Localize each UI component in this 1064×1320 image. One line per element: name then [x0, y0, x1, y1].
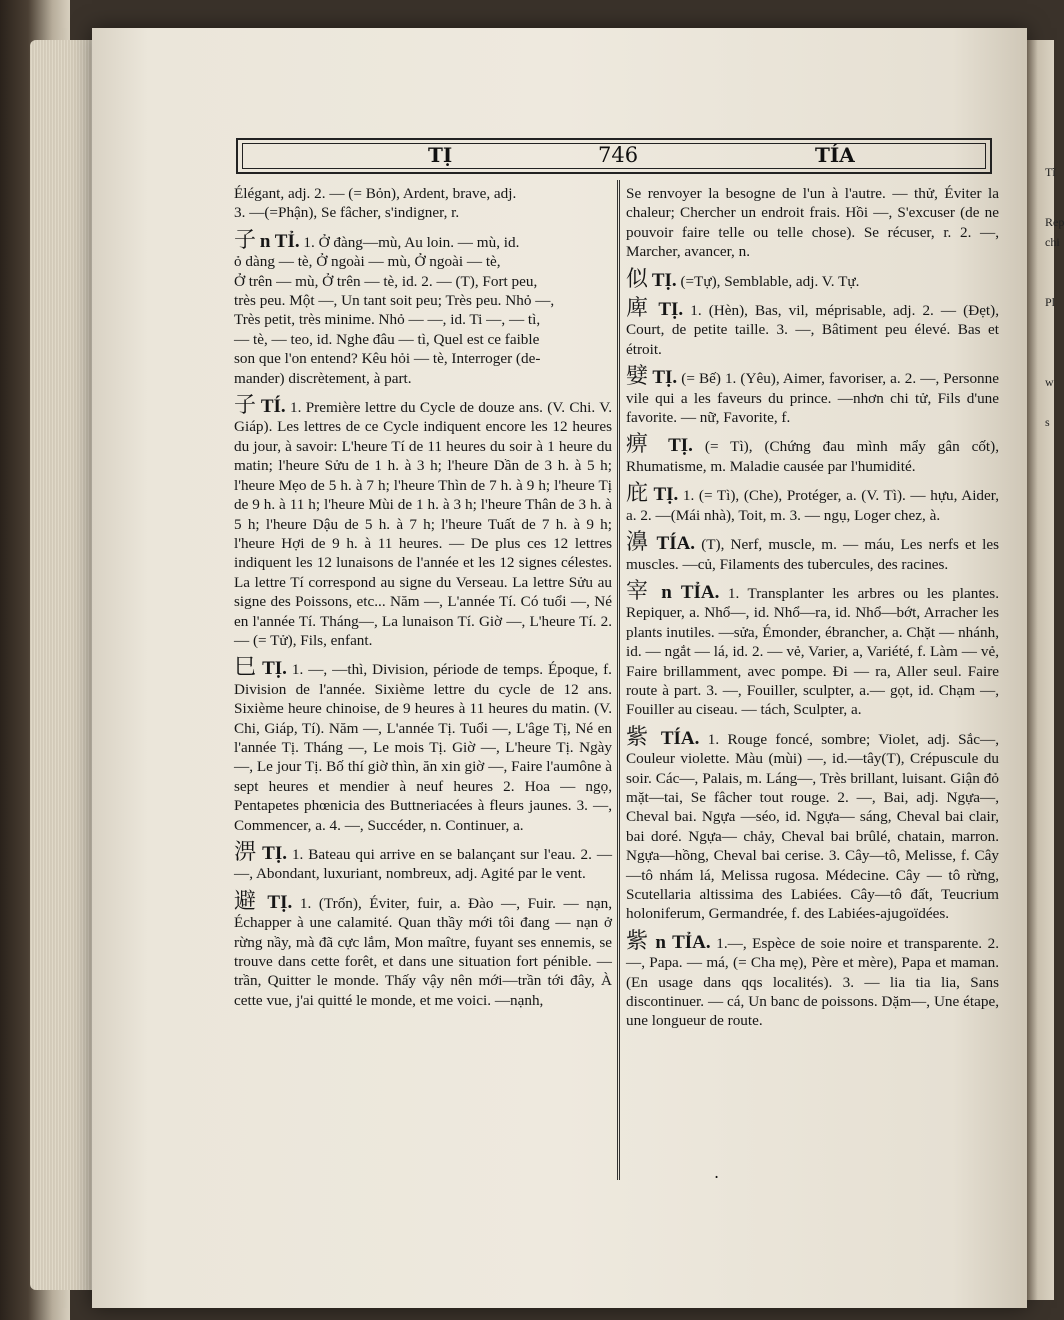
dictionary-entry [234, 888, 613, 1010]
entry-headword: TỊ. [658, 299, 684, 321]
entry-headword: n TỈA. [661, 581, 720, 603]
entry-headword: TỊ. [653, 484, 679, 506]
entry-headword: n TỈA. [655, 931, 711, 953]
entry-character: 淠 [234, 840, 258, 865]
entry-line: très peu. Một —, Un tant soit peu; Très peu. Nhỏ —, [234, 292, 555, 310]
entry-line: Très petit, très minime. Nhỏ — —, id. Ti —, — tì, [234, 311, 541, 329]
entry-character: 子 [234, 227, 257, 253]
left-column [234, 184, 612, 1010]
facing-page-edge [1027, 40, 1064, 1300]
page-number: 746 [598, 143, 639, 167]
dictionary-entry [626, 530, 1000, 574]
dictionary-entry [626, 364, 999, 427]
entry-text: 1. Ở đàng—mù, Au loin. — mù, id. [303, 233, 520, 251]
continuation-text: Se renvoyer la besogne de l'un à l'autre. — thử, Éviter la chaleur; Chercher un endroit frais. Hồi —, S'excuser (de ne pouvoir faire telle ou telle chose). Se récuser, r. 2. —, Marcher, avancer, n. [626, 185, 999, 261]
entry-character: 濞 [626, 530, 651, 556]
entry-text: 1. —, —thì, Division, période de temps. Époque, f. Division de l'année. Sixième lettre du cycle de 12 ans. Sixième heure chinoise, de 9 heures à 11 heures du matin. (V. Chi, Giáp, Tí). Năm —, L'année Tị. Tuổi —, L'âge Tị, Né en l'année Tị. Tháng —, Le mois Tị. Giờ —, L'heure Tị. Ngày —, Le jour Tị. Bố thí giờ thìn, ăn xin giờ —, Faire l'aumône à sept heures et mendier à neuf heures 2. Hoa — ngọ, Pentapetes phœnicia des Buttneriacées à fleurs jaunes. 3. —, Commencer, a. 4. —, Succéder, n. Continuer, a. [234, 661, 612, 834]
entry-line: ỏ dàng — tè, Ở ngoài — mù, Ở ngoài — tè, [234, 253, 501, 271]
entry-line: Ở trên — mù, Ở trên — tè, id. 2. — (T), Fort peu, [234, 272, 538, 290]
entry-character: 子 [234, 393, 257, 419]
entry-line: — tè, — teo, id. Nghe đâu — tì, Quel est ce faible [234, 330, 540, 348]
dictionary-entry [626, 432, 1000, 476]
dictionary-entry [234, 227, 612, 253]
dictionary-entry [626, 296, 1000, 359]
dictionary-entry [626, 578, 1000, 720]
dictionary-entry [234, 393, 613, 650]
entry-character: 巳 [234, 655, 258, 681]
continuation-line: Élégant, adj. 2. — (= Bỏn), Ardent, brave, adj. [234, 185, 517, 202]
end-mark: . [714, 1163, 720, 1182]
entry-text: 1. Rouge foncé, sombre; Violet, adj. Sắc—, Couleur violette. Màu (mùi) —, id.—tây(T), Crépuscule du soir. Các—, Palais, m. Láng—, Très brillant, luisant. Giận đỏ mặt—tai, Se fâcher tout rouge. 2. —, Bai, adj. Ngựa—, Cheval bai. Ngựa —séo, id. Ngựa— sáng, Cheval bai clair, bai doré. Ngựa— chảy, Cheval bai brûlé, chatain, marron. Ngựa—hồng, Cheval bai cerise. 3. Cây—tô, Melisse, f. Cây—tô nhám lá, Melissa rugosa. Médecine. Cây — tô rừng, Scutellaria altissima des Labiées. Cây—tô đất, Teucrium holoniferum, Germandrée, f. des Labiées-ajugoïdées. [626, 730, 999, 923]
entry-character: 痹 [626, 432, 657, 458]
edge-fragment: Pl [1045, 295, 1056, 309]
entry-headword: TÍA. [660, 727, 700, 749]
right-column [626, 184, 999, 1031]
entry-headword: n TỈ. [259, 230, 300, 252]
edge-fragment: Rep [1045, 215, 1064, 229]
column-divider [617, 180, 620, 1180]
edge-fragment: w [1045, 375, 1054, 389]
page-stack [30, 40, 100, 1290]
entry-text: 1. Première lettre du Cycle de douze ans. (V. Chi. V. Giáp). Les lettres de ce Cycle indiquent encore les 12 heures du jour, à savoir: L'heure Tí de 11 heures du soir à 1 heure du matin; l'heure Sửu de 1 h. à 3 h; l'heure Dần de 3 h. à 5 h; l'heure Mẹo de 5 h. à 7 h; l'heure Thìn de 7 h. à 9 h; l'heure Tị de 9 h. à 11 h; l'heure Mùi de 1 h. à 3 h; l'heure Thân de 3 h. à 5 h; l'heure Dậu de 5 h. à 7 h; l'heure Tuất de 7 h. à 9 h; l'heure Hợi de 9 h. à 11 heures. — De plus ces 12 lettres indiquent les 12 lunaisons de l'année et les 12 signes célestes. La lettre Tí correspond au signe du Verseau. La lettre Sửu au signe des Poissons, etc... Năm —, L'année Tí. Có tuổi —, Né en l'année Tí. Tháng—, La lunaison Tí. Giờ —, L'heure Tí. 2. — (= Tử), Fils, enfant. [234, 399, 613, 649]
entry-headword: TÍA. [656, 533, 696, 555]
entry-headword: TỊ. [267, 891, 293, 913]
entry-character: 紫 [626, 928, 650, 954]
header-right-word: TÍA [815, 143, 855, 167]
edge-fragment: chi [1045, 235, 1060, 249]
entry-text: 1. Transplanter les arbres ou les plantes. Repiquer, a. Nhổ—, id. Nhổ—ra, id. Nhổ—bớt, Arracher les plants inutiles. —sửa, Émonder, ébrancher, a. Chặt — nhánh, id. — ngắt — lá, id. 2. — vẻ, Varier, a, Variété, f. Làm — vẻ, Faire brillamment, avec pompe. Đi — ra, Aller seul. Faire route à part. 3. —, Fouiller, sculpter, a.— gọt, id. Chạm —, Fouiller au ciseau. — tách, Sculpter, a. [626, 584, 1000, 719]
entry-character: 庳 [626, 296, 652, 322]
entry-text: (= Tì), (Chứng đau mình mẩy gân cốt), Rhumatisme, m. Maladie causée par l'humidité. [626, 438, 1000, 475]
edge-fragment: Tĩ [1045, 165, 1056, 179]
entry-character: 似 [626, 266, 649, 292]
dictionary-entry [234, 655, 612, 835]
entry-headword: TỊ. [651, 269, 677, 291]
dictionary-entry [626, 266, 999, 292]
entry-text: (T), Nerf, muscle, m. — máu, Les nerfs et les muscles. —củ, Filaments des tubercules, des racines. [626, 536, 1000, 573]
entry-text: 1. (Trốn), Éviter, fuir, a. Đào —, Fuir. — nạn, Échapper à une calamité. Quan thầy mới tôi đang — nạn ở rừng nầy, mà đã cực lắm, Mon maître, fuyant ses ennemis, se trouve dans cette forêt, et dans une situation fort pénible. — trần, Quitter le monde. Thấy vậy nên mới—trần tới đây, À cette vue, j'ai quitté le monde, et me voici. —nạnh, [234, 894, 613, 1009]
entry-headword: TÍ. [260, 396, 286, 418]
entry-text: (=Tự), Semblable, adj. V. Tự. [680, 272, 860, 290]
dictionary-entry [626, 928, 999, 1031]
entry-text: 1. (Hèn), Bas, vil, méprisable, adj. 2. — (Đẹt), Court, de petite taille. 3. —, Bâtiment peu élevé. Bas et étroit. [626, 302, 1000, 358]
header-left-word: TỊ [428, 143, 453, 167]
entry-text: (= Bế) 1. (Yêu), Aimer, favoriser, a. 2. —, Personne vile qui a les faveurs du prince. —nhơn chi tử, Fils d'une favorite. — nữ, Favorite, f. [626, 370, 999, 427]
entry-character: 紫 [626, 724, 653, 750]
entry-line: mander) discrètement, à part. [234, 369, 412, 387]
entry-headword: TỊ. [652, 367, 678, 389]
entry-text: 1. (= Tì), (Che), Protéger, a. (V. Tì). — hựu, Aider, a. 2. —(Mái nhà), Toit, m. 3. — ngụ, Loger chez, à. [626, 487, 999, 524]
entry-headword: TỊ. [262, 658, 287, 680]
edge-fragment: s [1045, 415, 1050, 429]
entry-text: 1. Bateau qui arrive en se balançant sur l'eau. 2. — —, Abondant, luxuriant, nombreux, adj. Agité par le vent. [234, 846, 613, 883]
dictionary-entry [626, 481, 999, 525]
continuation-line: 3. —(=Phận), Se fâcher, s'indigner, r. [234, 204, 460, 222]
entry-line: son que l'on entend? Kêu hỏi — tè, Interroger (de- [234, 350, 541, 368]
entry-character: 避 [234, 888, 260, 914]
entry-text: 1.—, Espèce de soie noire et transparente. 2. —, Papa. — má, (= Cha mẹ), Père et mère), Papa et maman. (En usage dans qqs localités). 3. — lia tia lia, Sans discontinuer. — cá, Un banc de poissons. Dặm—, Une étape, une longueur de route. [626, 934, 999, 1030]
entry-character: 宰 [626, 578, 653, 604]
dictionary-entry [626, 724, 999, 924]
entry-headword: TỊ. [668, 435, 693, 457]
entry-character: 庇 [626, 481, 649, 507]
entry-character: 嬖 [626, 364, 649, 390]
dictionary-entry [234, 840, 613, 884]
entry-headword: TỊ. [262, 843, 287, 864]
